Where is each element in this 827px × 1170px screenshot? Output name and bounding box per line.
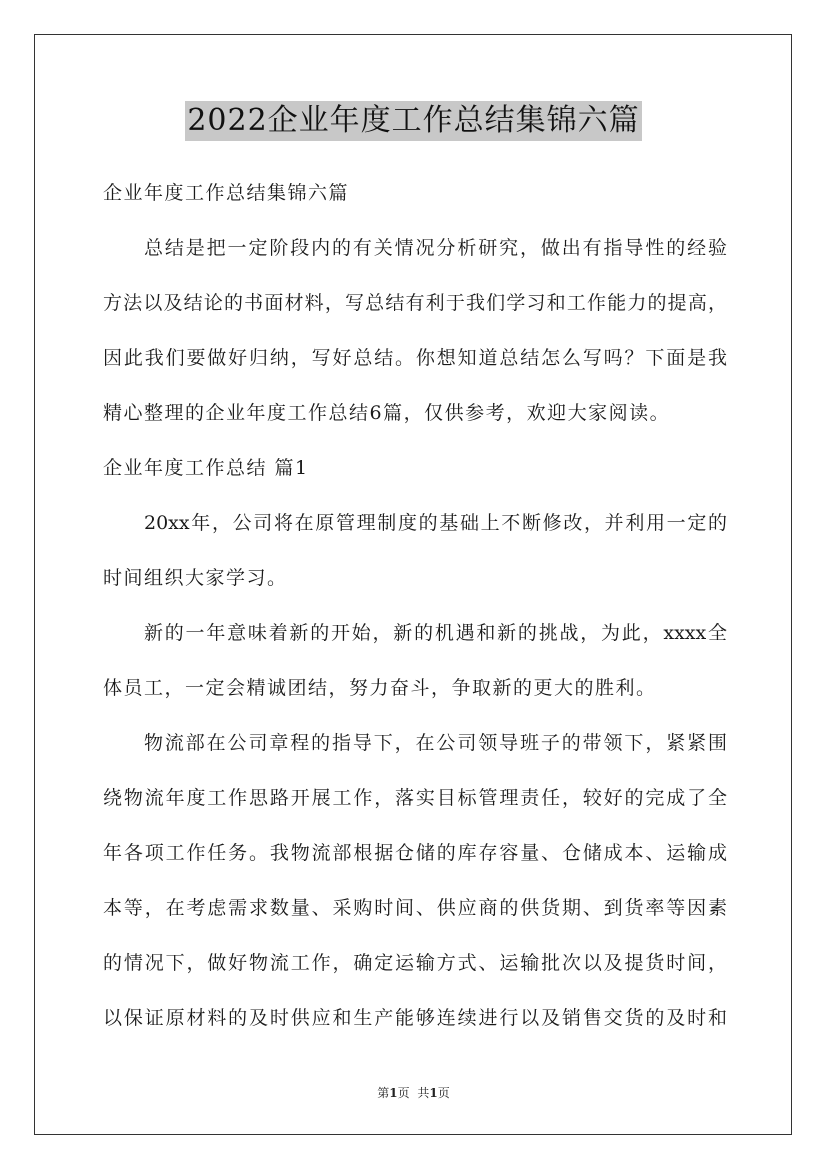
paragraph-line: 本等，在考虑需求数量、采购时间、供应商的供货期、到货率等因素 [103,897,727,919]
intro-line: 总结是把一定阶段内的有关情况分析研究，做出有指导性的经验 [144,237,727,259]
document-body [103,175,727,1055]
page-number: 1 [389,1086,398,1100]
paragraph-line: 年各项工作任务。我物流部根据仓储的库存容量、仓储成本、运输成 [103,842,727,864]
paragraph-line: 以保证原材料的及时供应和生产能够连续进行以及销售交货的及时和 [103,1007,727,1029]
page-label-prefix: 第 [377,1086,390,1100]
intro-line: 方法以及结论的书面材料，写总结有利于我们学习和工作能力的提高， [103,292,727,314]
subtitle: 企业年度工作总结集锦六篇 [103,182,350,204]
intro-line: 因此我们要做好归纳，写好总结。你想知道总结怎么写吗？下面是我 [103,347,727,369]
document-title: 2022企业年度工作总结集锦六篇 [185,101,641,141]
total-pages: 1 [429,1086,438,1100]
paragraph-line: 绕物流年度工作思路开展工作，落实目标管理责任，较好的完成了全 [103,787,727,809]
paragraph-line: 体员工，一定会精诚团结，努力奋斗，争取新的更大的胜利。 [103,677,657,699]
paragraph-line: 新的一年意味着新的开始，新的机遇和新的挑战，为此，xxxx全 [144,622,727,644]
page-label-suffix: 页 [397,1086,410,1100]
title-container [0,101,827,141]
page-footer [0,1084,827,1101]
section-heading: 企业年度工作总结 篇1 [103,457,309,479]
total-label-suffix: 页 [437,1086,450,1100]
paragraph-line: 20xx年，公司将在原管理制度的基础上不断修改，并利用一定的 [144,512,727,534]
intro-line: 精心整理的企业年度工作总结6篇，仅供参考，欢迎大家阅读。 [103,402,671,424]
paragraph-line: 时间组织大家学习。 [103,567,288,589]
paragraph-line: 物流部在公司章程的指导下，在公司领导班子的带领下，紧紧围 [144,732,727,754]
total-label-prefix: 共 [417,1086,430,1100]
paragraph-line: 的情况下，做好物流工作，确定运输方式、运输批次以及提货时间， [103,952,727,974]
